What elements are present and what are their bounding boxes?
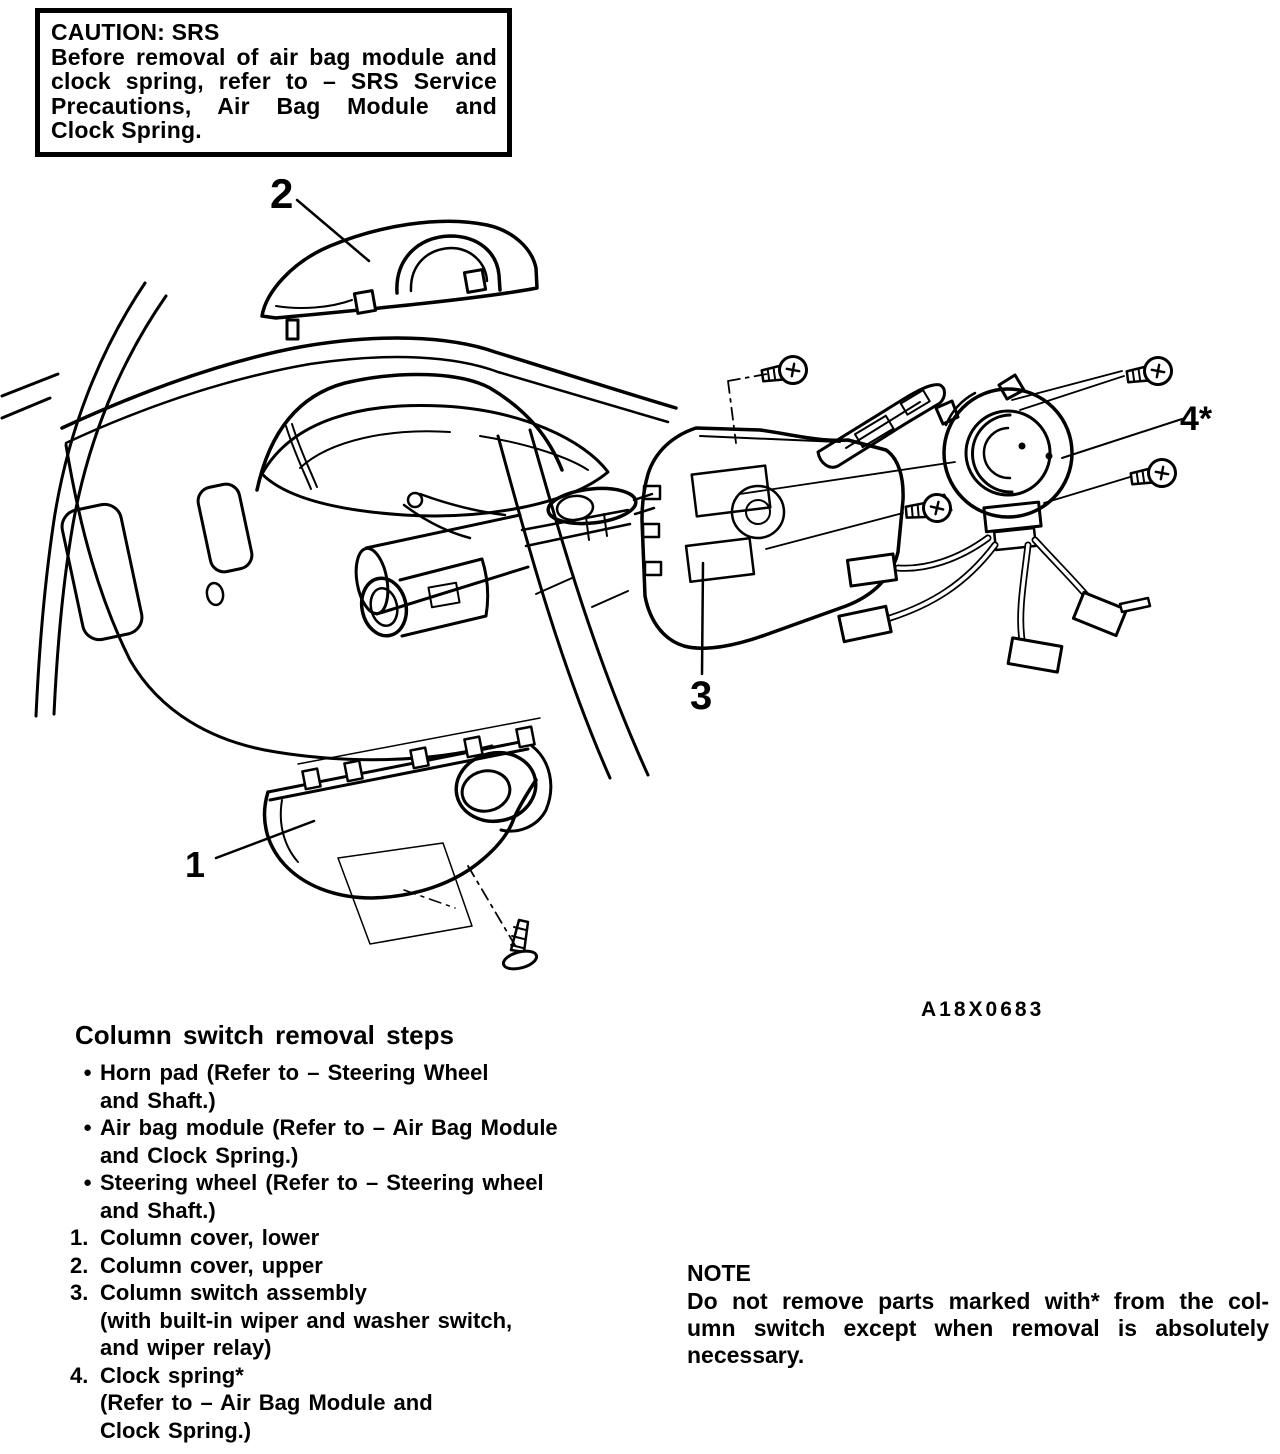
clockspring-wires bbox=[890, 538, 1092, 640]
clockspring-tab bbox=[999, 375, 1024, 399]
step-line: Column cover, lower bbox=[100, 1225, 320, 1250]
bullet-icon: ● bbox=[83, 1064, 93, 1081]
bullet-icon: ● bbox=[83, 1174, 93, 1191]
step-number: 3. bbox=[70, 1280, 89, 1305]
note-line: Do not remove parts marked with* from the col- bbox=[687, 1288, 1269, 1314]
switch-tab bbox=[645, 562, 661, 575]
switch-detail bbox=[686, 538, 754, 582]
note-heading: NOTE bbox=[687, 1260, 751, 1286]
dash-top-edge-inner bbox=[66, 357, 668, 443]
column-switch-drawing bbox=[546, 385, 955, 649]
caution-line: Clock Spring. bbox=[51, 117, 202, 143]
tapping-screw bbox=[502, 920, 539, 972]
lower-cover-clip bbox=[464, 737, 482, 758]
step-line: and wiper relay) bbox=[100, 1335, 272, 1360]
clock-spring-drawing bbox=[839, 375, 1150, 672]
key-cylinder-ring-inner bbox=[458, 766, 513, 815]
caution-line: Before removal of air bag module and bbox=[51, 43, 497, 70]
step-line: Column cover, upper bbox=[100, 1252, 323, 1278]
step-line: Horn pad (Refer to – Steering Wheel bbox=[100, 1060, 489, 1085]
screw-icon bbox=[760, 355, 808, 388]
clockspring-dot bbox=[1019, 443, 1026, 450]
caution-title: CAUTION: SRS bbox=[51, 19, 220, 45]
label-leader bbox=[1062, 419, 1182, 458]
clockspring-hub bbox=[972, 415, 1012, 492]
wire-connector bbox=[1073, 592, 1126, 635]
switch-hub-inner bbox=[746, 500, 770, 524]
ignition-body bbox=[400, 559, 488, 636]
screw-icon bbox=[1129, 458, 1177, 491]
screw-leader-line bbox=[468, 866, 516, 947]
lower-cover-bowl bbox=[265, 780, 536, 898]
screw-leader-line bbox=[1012, 371, 1124, 410]
clockspring-inner bbox=[966, 411, 1050, 495]
step-item-steering-wheel bbox=[70, 1169, 645, 1224]
wire-connector bbox=[839, 606, 891, 641]
screw-leader-line bbox=[766, 513, 903, 549]
upper-cover-tab bbox=[464, 270, 485, 293]
step-line: and Shaft.) bbox=[100, 1087, 216, 1113]
steering-shaft bbox=[522, 510, 630, 546]
part-label-clock-spring: 4* bbox=[1180, 400, 1213, 438]
note-line: necessary. bbox=[687, 1342, 805, 1368]
column-surround-curve bbox=[530, 430, 648, 775]
dash-left-lower-edge bbox=[66, 445, 276, 752]
axis-leader-line bbox=[740, 462, 955, 494]
step-number: 4. bbox=[70, 1362, 89, 1388]
clockspring-hub-arc bbox=[984, 428, 1010, 478]
clockspring-outer bbox=[944, 389, 1072, 517]
steps-heading: Column switch removal steps bbox=[75, 1020, 454, 1050]
bullet-icon: ● bbox=[83, 1119, 93, 1136]
part-label-upper-cover: 2 bbox=[270, 170, 294, 217]
lower-cover-clip bbox=[410, 748, 428, 769]
step-line: Clock Spring.) bbox=[100, 1417, 252, 1443]
step-item-column-switch-assembly bbox=[70, 1279, 645, 1362]
removal-steps-section bbox=[70, 1020, 645, 1444]
cowl-corner-lines bbox=[2, 374, 58, 418]
part-label-lower-cover: 1 bbox=[185, 844, 206, 885]
clockspring-dot bbox=[1046, 453, 1053, 460]
step-line: and Shaft.) bbox=[100, 1197, 216, 1223]
dashboard-drawing bbox=[2, 283, 676, 778]
dash-hole bbox=[205, 582, 225, 606]
step-line: (with built-in wiper and washer switch, bbox=[100, 1307, 513, 1333]
step-line: Clock spring* bbox=[100, 1362, 244, 1388]
upper-column-cover-drawing bbox=[262, 221, 537, 339]
lower-cover-clip bbox=[302, 769, 320, 790]
wire-connector bbox=[847, 554, 896, 586]
upper-cover-peg bbox=[287, 320, 298, 339]
dash-vent bbox=[196, 482, 255, 575]
caution-line: Precautions, Air Bag Module and bbox=[51, 92, 497, 119]
screw-icon bbox=[1125, 356, 1173, 389]
note-section bbox=[687, 1260, 1269, 1369]
upper-cover-tab bbox=[354, 291, 375, 314]
part-label-column-switch: 3 bbox=[690, 674, 713, 718]
wiper-stalk-line bbox=[846, 402, 920, 448]
srs-caution-box bbox=[35, 8, 512, 157]
step-item-column-cover-upper bbox=[70, 1252, 645, 1280]
a-pillar-line bbox=[36, 283, 145, 716]
caution-line: clock spring, refer to – SRS Service bbox=[51, 68, 497, 94]
step-line: Air bag module (Refer to – Air Bag Module bbox=[100, 1115, 558, 1140]
wire-connector bbox=[1008, 638, 1062, 672]
figure-code: A18X0683 bbox=[921, 998, 1045, 1020]
step-item-column-cover-lower bbox=[70, 1224, 645, 1252]
switch-tab bbox=[643, 524, 659, 537]
label-leader bbox=[702, 563, 703, 674]
step-item-horn-pad bbox=[70, 1059, 645, 1114]
step-line: (Refer to – Air Bag Module and bbox=[100, 1390, 433, 1415]
step-item-clock-spring bbox=[70, 1362, 645, 1445]
connector-pin bbox=[1120, 598, 1150, 612]
dash-top-edge bbox=[62, 338, 676, 428]
step-item-air-bag-module bbox=[70, 1114, 645, 1169]
step-number: 1. bbox=[70, 1225, 89, 1250]
column-tube bbox=[366, 515, 528, 614]
note-line: umn switch except when removal is absolutely bbox=[687, 1315, 1269, 1341]
screw-leader-line bbox=[1044, 477, 1130, 503]
step-number: 2. bbox=[70, 1252, 89, 1278]
centerline bbox=[404, 890, 455, 908]
label-leader bbox=[297, 200, 369, 261]
upper-cover-crease bbox=[276, 300, 352, 308]
screw-icon bbox=[905, 493, 952, 524]
lower-cover-clip bbox=[516, 727, 534, 748]
step-line: and Clock Spring.) bbox=[100, 1142, 299, 1168]
screw-leader-line bbox=[728, 374, 767, 443]
lower-cover-clip bbox=[344, 761, 362, 782]
step-line: Steering wheel (Refer to – Steering wheel bbox=[100, 1170, 544, 1195]
step-line: Column switch assembly bbox=[100, 1280, 367, 1305]
